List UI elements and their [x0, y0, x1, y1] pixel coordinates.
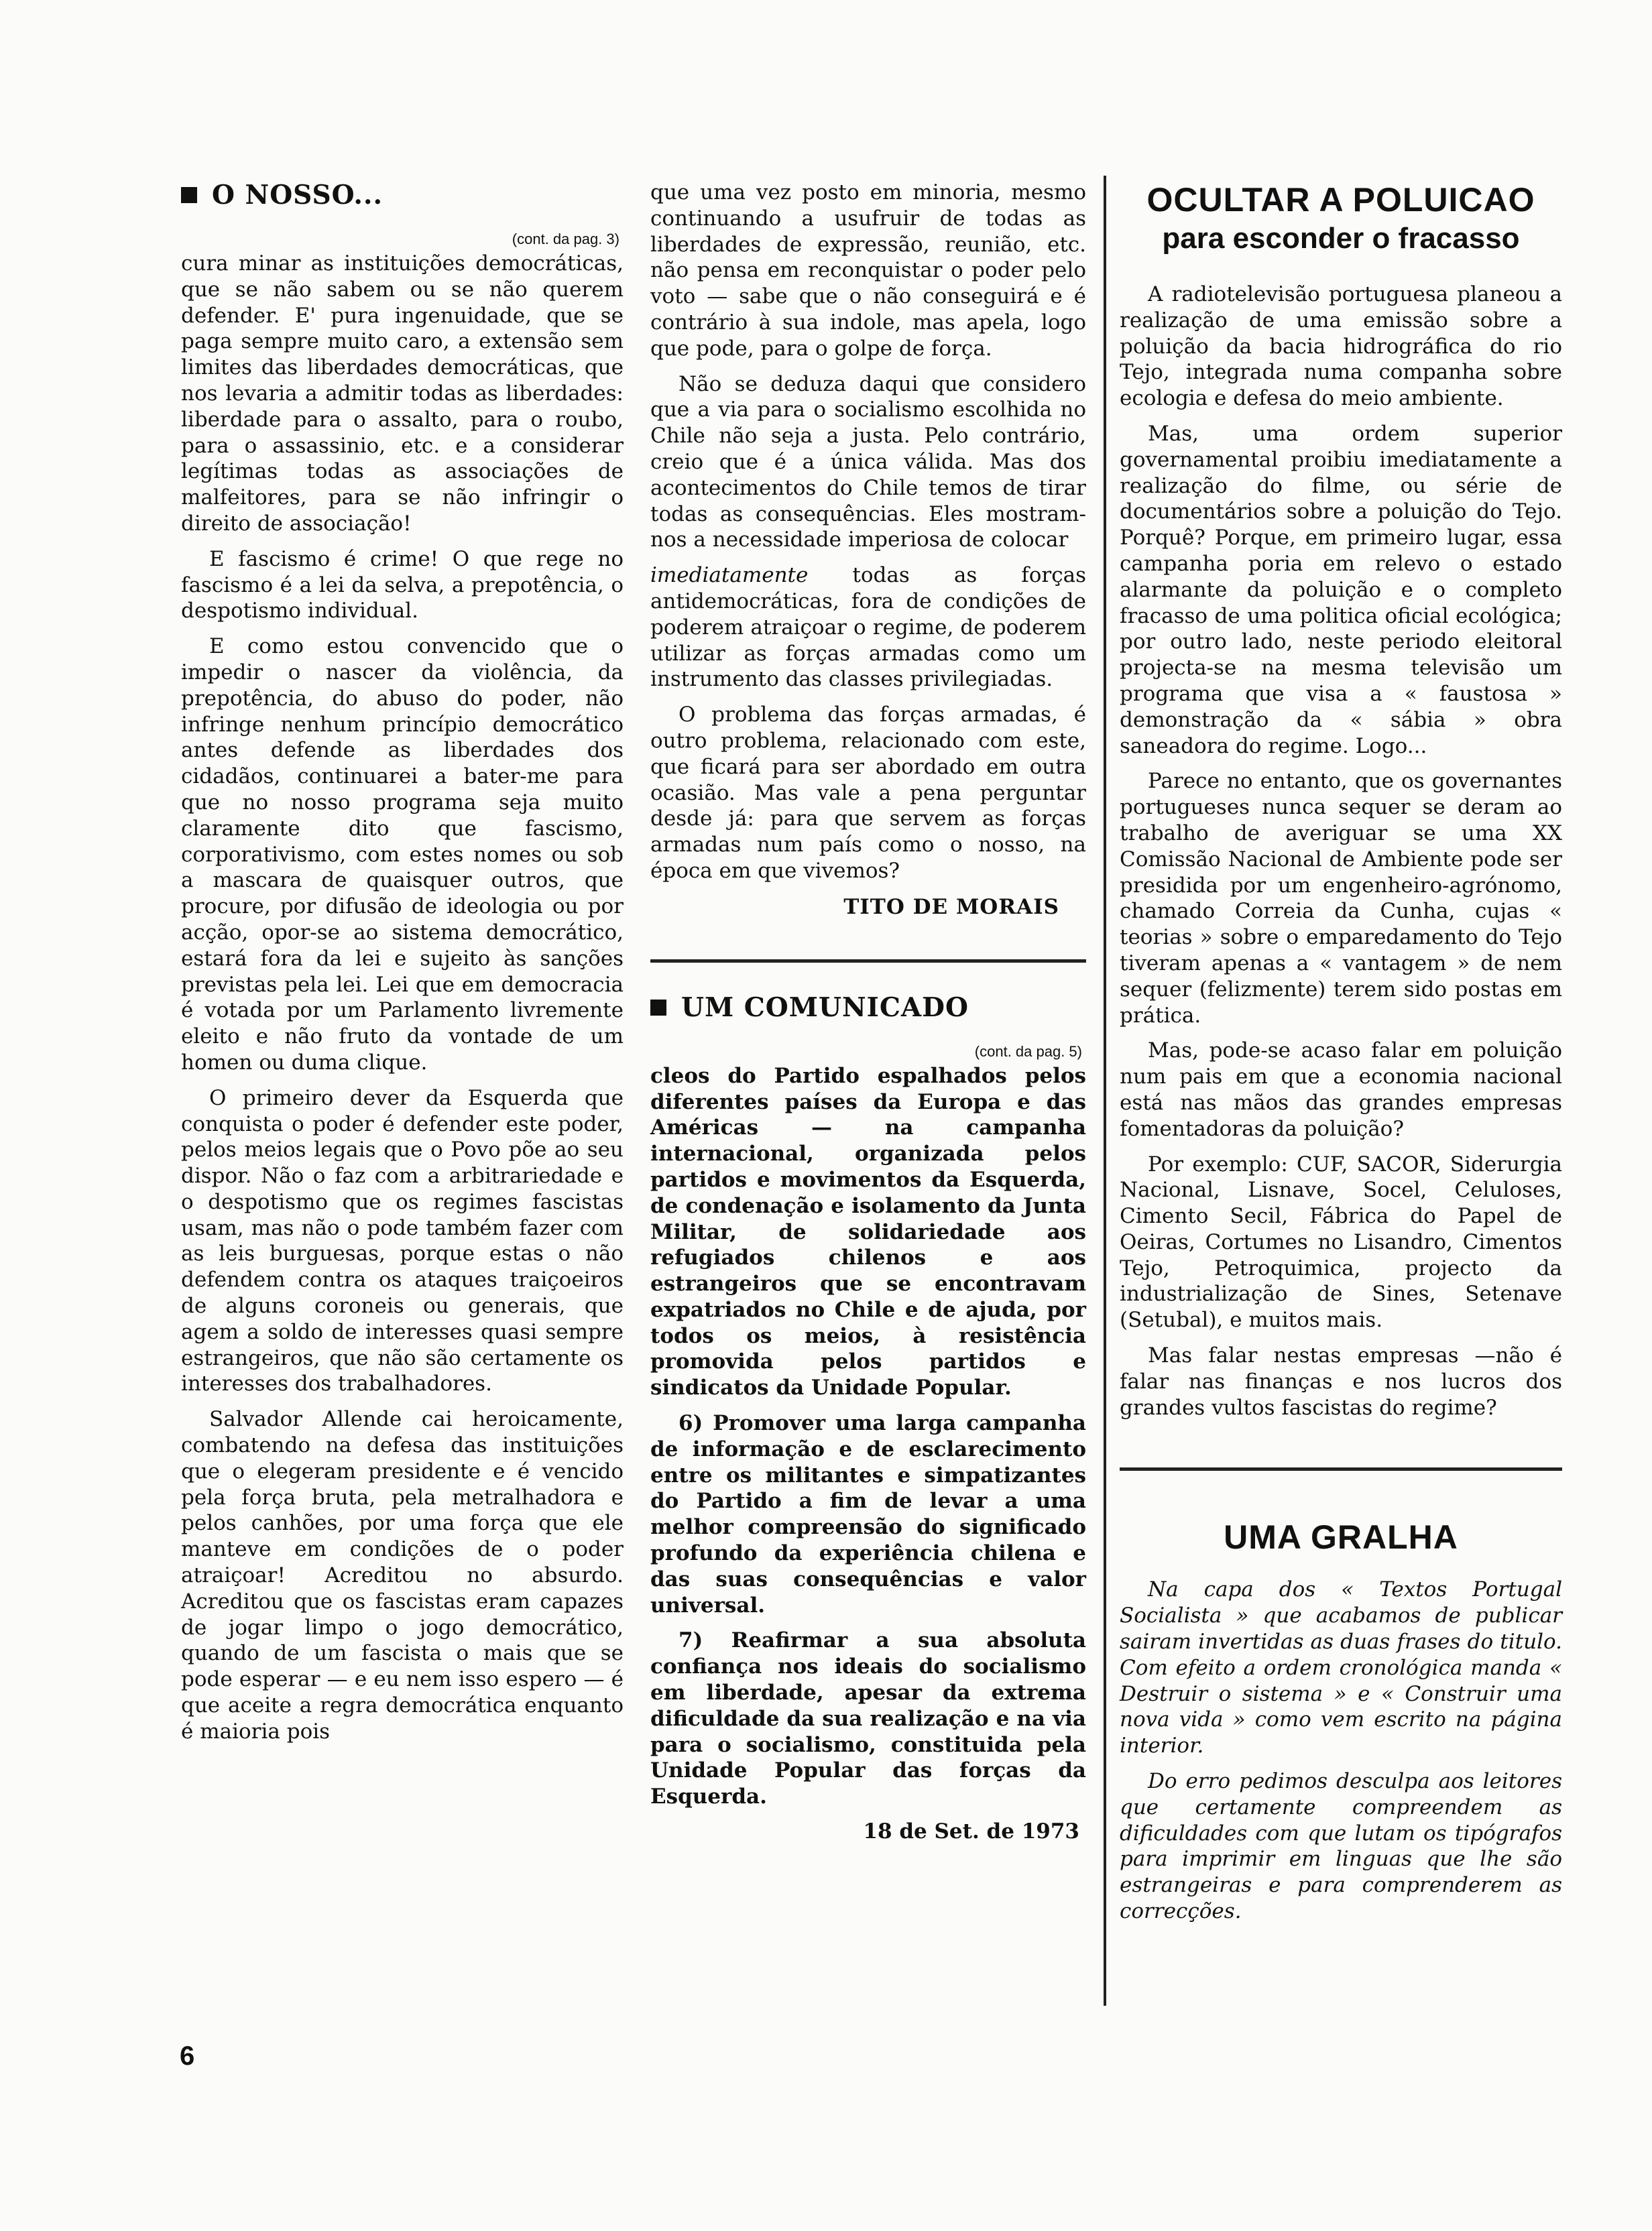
article-poluicao: [1120, 180, 1562, 1934]
paragraph: Mas, uma ordem superior governamental proibiu imediatamente a realização do filme, ou série de documentários sobre a poluição do Tejo. Porquê? Porque, em primeiro lugar, essa campanha poria em relevo o estado alarmante da poluição e o completo fracasso de uma politica oficial ecológica; por outro lado, neste periodo eleitoral projecta-se na mesma televisão um programa que visa a « faustosa » demonstração da « sábia » obra saneadora do regime. Logo...: [1120, 421, 1562, 758]
paragraph: E fascismo é crime! O que rege no fascismo é a lei da selva, a prepotência, o despotismo individual.: [181, 546, 624, 623]
section-divider: [1120, 1467, 1562, 1471]
article-date: 18 de Set. de 1973: [863, 1819, 1079, 1844]
paragraph: E como estou convencido que o impedir o nascer da violência, da prepotência, do abuso do poder, não infringe nenhum princípio democrático antes defende as liberdades dos cidadãos, continuarei a bater-me para que no nosso programa seja muito claramente dito que fascismo, corporativismo, com estes nomes ou sob a mascara de quaisquer outros, que procure, por difusão de ideologia ou por acção, opor-se ao sistema democrático, estará fora da lei e sujeito às sanções previstas pela lei. Lei que em democracia é votada por um Parlamento livremente eleito e não fruto da vontade de um homen ou duma clique.: [181, 634, 624, 1075]
article-subtitle: para esconder o fracasso: [1162, 222, 1520, 255]
paragraph: Não se deduza daqui que considero que a via para o socialismo escolhida no Chile não seja a justa. Pelo contrário, creio que é a única válida. Mas dos acontecimentos do Chile temos de tirar todas as consequências. Eles mostram-nos a necessidade imperiosa de colocar: [650, 371, 1086, 552]
kicker-text: O NOSSO...: [212, 180, 384, 210]
paragraph: O primeiro dever da Esquerda que conquista o poder é defender este poder, pelos meios legais que o Povo põe ao seu dispor. Não o faz com a arbitrariedade e o despotismo que os regimes fascistas usam, mas não o pode também fazer com as leis burguesas, porque estas o não defendem contra os ataques traiçoeiros de alguns coroneis ou generais, que agem a soldo de interesses quasi sempre estrangeiros, que não são certamente os interesses dos trabalhadores.: [181, 1085, 624, 1396]
paragraph: 7) Reafirmar a sua absoluta confiança nos ideais do socialismo em liberdade, apesar da extrema dificuldade da sua realização e na via para o socialismo, constituida pela Unidade Popular das forças da Esquerda.: [650, 1628, 1086, 1809]
paragraph: A radiotelevisão portuguesa planeou a realização de uma emissão sobre a poluição da bacia hidrográfica do rio Tejo, integrada numa companha sobre ecologia e defesa do meio ambiente.: [1120, 282, 1562, 411]
paragraph: 6) Promover uma larga campanha de informação e de esclarecimento entre os militantes e simpatizantes do Partido a fim de levar a uma melhor compreensão do significado profundo da experiência chilena e das suas consequências e valor universal.: [650, 1411, 1086, 1618]
notice-title: UMA GRALHA: [1224, 1518, 1458, 1557]
kicker-text: UM COMUNICADO: [681, 991, 969, 1023]
paragraph: Mas falar nestas empresas —não é falar nas finanças e nos lucros dos grandes vultos fascistas do regime?: [1120, 1343, 1562, 1420]
emphasis-word: imediatamente: [650, 563, 809, 588]
square-bullet-icon: [650, 1000, 666, 1016]
paragraph: Mas, pode-se acaso falar em poluição num pais em que a economia nacional está nas mãos das grandes empresas fomentadoras da poluição?: [1120, 1038, 1562, 1141]
paragraph: Parece no entanto, que os governantes portugueses nunca sequer se deram ao trabalho de averiguar se uma XX Comissão Nacional de Ambiente pode ser presidida por um engenheiro-agrónomo, chamado Correia da Cunha, cujas « teorias » sobre o emparedamento do Tejo tiveram apenas a « vantagem » de nem sequer (felizmente) terem sido postas em prática.: [1120, 769, 1562, 1028]
paragraph: O problema das forças armadas, é outro problema, relacionado com este, que ficará para ser abordado em outra ocasião. Mas vale a pena perguntar desde já: para que servem as forças armadas num país como o nosso, na época em que vivemos?: [650, 703, 1086, 883]
paragraph: Na capa dos « Textos Portugal Socialista » que acabamos de publicar sairam invertidas as duas frases do titulo. Com efeito a ordem cronológica manda « Destruir o sistema » e « Construir uma nova vida » como vem escrito na página interior.: [1120, 1577, 1562, 1758]
paragraph-tail: todas as forças antidemocráticas, fora de condições de poderem atraiçoar o regime, de poderem utilizar as forças armadas como um instrumento das classes privilegiadas.: [650, 563, 1086, 692]
article-continuation: [650, 180, 1086, 1844]
section-divider: [650, 959, 1086, 963]
continuation-note: (cont. da pag. 3): [512, 231, 620, 247]
page-number: 6: [180, 2041, 195, 2071]
paragraph: Do erro pedimos desculpa aos leitores que certamente compreendem as dificuldades com que lutam os tipógrafos para imprimir em linguas que lhe são estrangeiras e para comprenderem as correcções.: [1120, 1769, 1562, 1924]
paragraph: Por exemplo: CUF, SACOR, Siderurgia Nacional, Lisnave, Socel, Celuloses, Cimento Secil, Fábrica do Papel de Oeiras, Cortumes no Lisandro, Cimentos Tejo, Petroquimica, projecto da industrialização de Sines, Setenave (Setubal), e muitos mais.: [1120, 1152, 1562, 1333]
square-bullet-icon: [181, 187, 197, 203]
paragraph: [650, 562, 1086, 692]
article-kicker: [181, 180, 624, 210]
article-title: OCULTAR A POLUICAO: [1146, 181, 1535, 219]
author-signature: TITO DE MORAIS: [843, 894, 1059, 919]
column-rule-right: [1104, 176, 1106, 2006]
article-o-nosso: [181, 180, 624, 1754]
paragraph: cleos do Partido espalhados pelos diferentes países da Europa e das Américas — na campanha internacional, organizada pelos partidos e movimentos da Esquerda, de condenação e isolamento da Junta Militar, de solidariedade aos refugiados chilenos e aos estrangeiros que se encontravam expatriados no Chile e de ajuda, por todos os meios, à resistência promovida pelos partidos e sindicatos da Unidade Popular.: [650, 1063, 1086, 1400]
article-kicker: [650, 992, 1086, 1023]
continuation-note: (cont. da pag. 5): [974, 1042, 1082, 1060]
paragraph: que uma vez posto em minoria, mesmo continuando a usufruir de todas as liberdades de expressão, reunião, etc. não pensa em reconquistar o poder pelo voto — sabe que o não conseguirá e é contrário à sua indole, mas apela, logo que pode, para o golpe de força.: [650, 180, 1086, 361]
paragraph: Salvador Allende cai heroicamente, combatendo na defesa das instituições que o elegeram presidente e é vencido pela força bruta, pela metralhadora e pelos canhões, por uma força que ele manteve em condições de o poder atraiçoar! Acreditou no absurdo. Acreditou que os fascistas eram capazes de jogar limpo o jogo democrático, quando de um fascista o mais que se pode esperar — e eu nem isso espero — é que aceite a regra democrática enquanto é maioria pois: [181, 1407, 624, 1744]
paragraph: cura minar as instituições democráticas, que se não sabem ou se não querem defender. E' pura ingenuidade, que se paga sempre muito caro, a extensão sem limites das liberdades democráticas, que nos levaria a admitir todas as liberdades: liberdade para o assalto, para o roubo, para o assassinio, etc. e a considerar legítimas todas as associações de malfeitores, para se não infringir o direito de associação!: [181, 251, 624, 536]
